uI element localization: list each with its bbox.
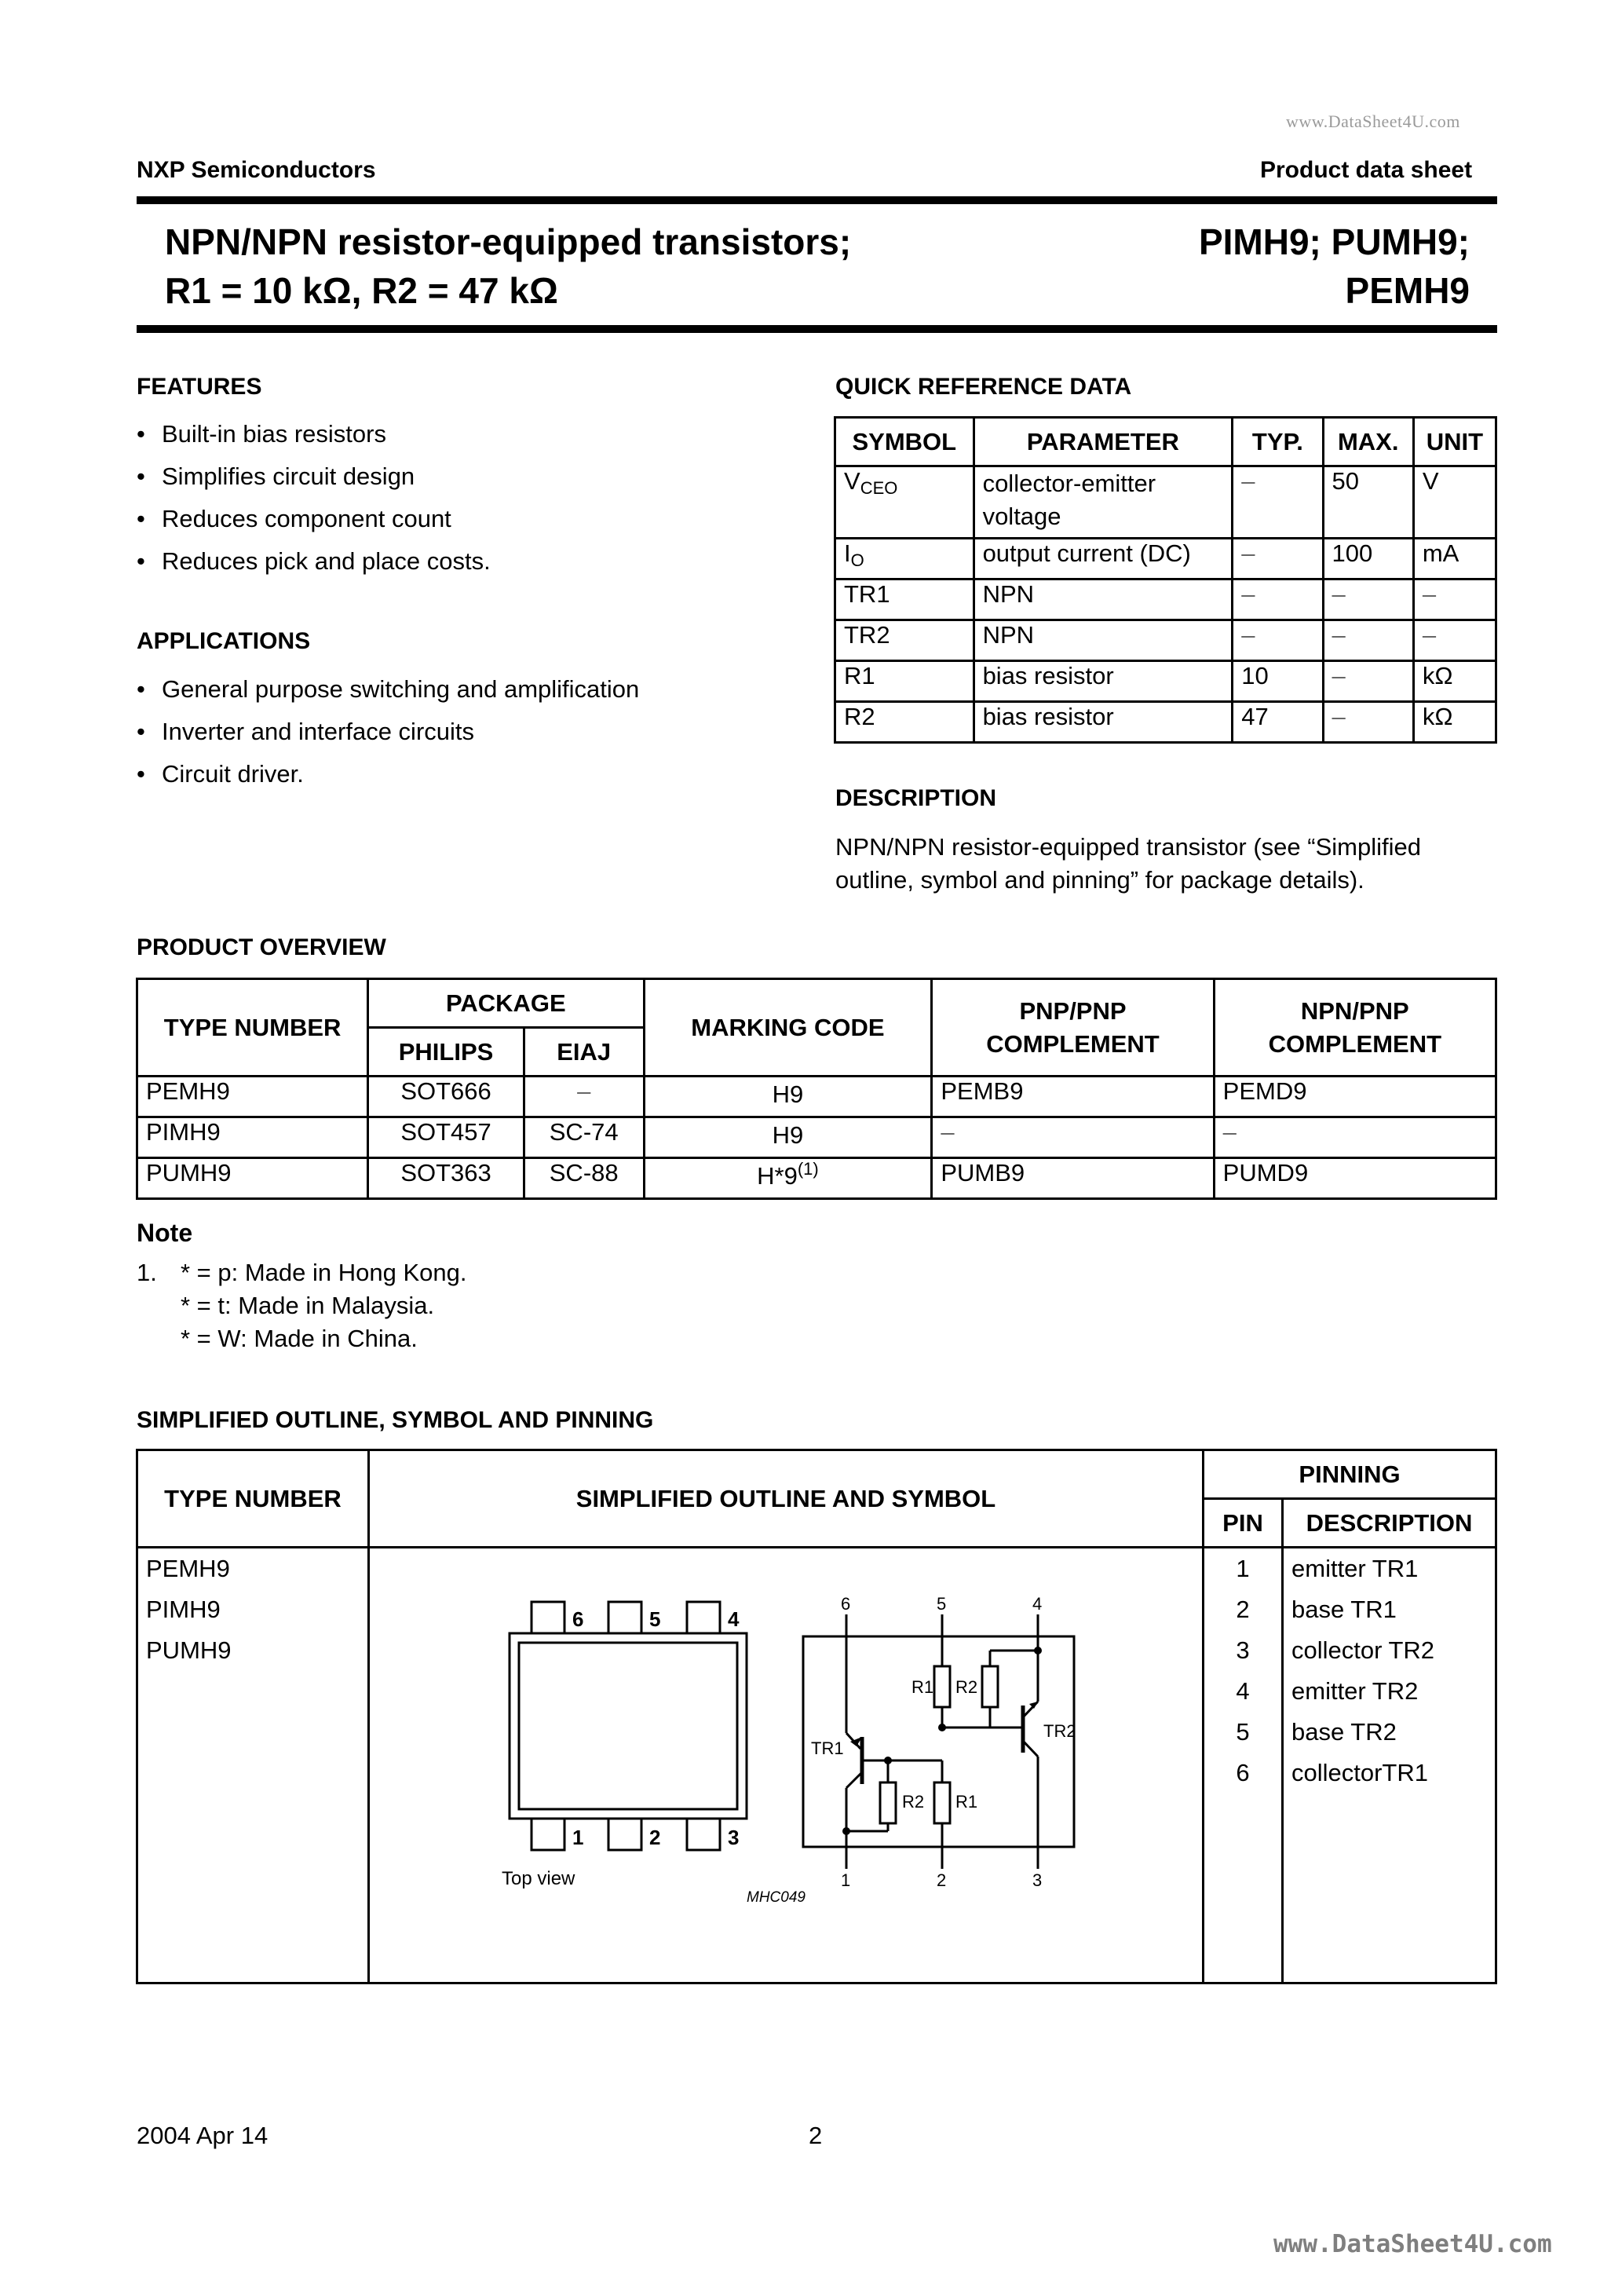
applications-heading: APPLICATIONS bbox=[137, 628, 311, 654]
note-number: 1. bbox=[137, 1259, 157, 1286]
pin-number: 6 bbox=[1236, 1759, 1250, 1786]
col-eiaj: EIAJ bbox=[524, 1028, 644, 1077]
col-parameter: PARAMETER bbox=[974, 418, 1233, 466]
footer-date: 2004 Apr 14 bbox=[137, 2122, 269, 2149]
table-row: TR1 NPN – – – bbox=[835, 579, 1496, 620]
pin-pad-1 bbox=[532, 1819, 564, 1850]
outline-figure-cell bbox=[369, 1548, 1204, 1983]
pin-pad-6 bbox=[532, 1602, 564, 1633]
title-line-1: NPN/NPN resistor-equipped transistors; bbox=[165, 221, 852, 262]
pkg-pin-label: 6 bbox=[572, 1607, 584, 1631]
col-marking-code: MARKING CODE bbox=[644, 979, 932, 1077]
features-list bbox=[137, 413, 491, 583]
col-unit: UNIT bbox=[1413, 418, 1496, 466]
watermark-top: www.DataSheet4U.com bbox=[1286, 112, 1460, 131]
title-line-2: R1 = 10 kΩ, R2 = 47 kΩ bbox=[165, 270, 558, 311]
pin-description: emitter TR1 bbox=[1291, 1555, 1419, 1582]
tr1-r2-resistor bbox=[880, 1782, 896, 1823]
table-row: R2 bias resistor 47 – kΩ bbox=[835, 702, 1496, 743]
table-row: PUMH9 SOT363 SC-88 H*9$^{(1)}$ PUMB9 PUMD9 bbox=[137, 1158, 1496, 1199]
pin-number: 4 bbox=[1236, 1677, 1250, 1705]
description-heading: DESCRIPTION bbox=[835, 785, 997, 811]
note-lines bbox=[181, 1256, 467, 1355]
sym-pin-label: 6 bbox=[841, 1594, 851, 1614]
label-tr2: TR2 bbox=[1043, 1721, 1076, 1741]
table-row: TR2 NPN – – – bbox=[835, 620, 1496, 661]
table-row: $V_{CEO}$ collector-emitter voltage – 50 V bbox=[835, 466, 1496, 539]
sym-pin-label: 1 bbox=[841, 1870, 851, 1890]
table-row: R1 bias resistor 10 – kΩ bbox=[835, 661, 1496, 702]
list-item: • Reduces component count bbox=[137, 498, 491, 540]
watermark-bottom: www.DataSheet4U.com bbox=[1273, 2230, 1552, 2258]
sym-pin-label: 2 bbox=[937, 1870, 947, 1890]
label-r1-bottom: R1 bbox=[955, 1792, 978, 1812]
list-item: • Inverter and interface circuits bbox=[137, 711, 639, 753]
col-pin: PIN bbox=[1204, 1499, 1283, 1548]
col-type-number: TYPE NUMBER bbox=[137, 979, 368, 1077]
pin-pad-2 bbox=[608, 1819, 641, 1850]
product-overview-heading: PRODUCT OVERVIEW bbox=[137, 934, 386, 960]
features-heading: FEATURES bbox=[137, 374, 262, 400]
list-item: • Built-in bias resistors bbox=[137, 413, 491, 455]
pin-description: collector TR2 bbox=[1291, 1636, 1435, 1664]
col-pinning: PINNING bbox=[1204, 1450, 1496, 1499]
tr2-arrow bbox=[1029, 1702, 1038, 1709]
pin-number: 2 bbox=[1236, 1596, 1250, 1623]
type-item: PEMH9 bbox=[146, 1555, 230, 1582]
type-item: PUMH9 bbox=[146, 1636, 232, 1664]
pkg-pin-label: 4 bbox=[728, 1607, 740, 1631]
pin-description: emitter TR2 bbox=[1291, 1677, 1419, 1705]
type-item: PIMH9 bbox=[146, 1596, 221, 1623]
col-symbol: SYMBOL bbox=[835, 418, 974, 466]
title-rule bbox=[137, 325, 1497, 333]
list-item: • Simplifies circuit design bbox=[137, 455, 491, 498]
col-description: DESCRIPTION bbox=[1283, 1499, 1496, 1548]
pkg-pin-label: 5 bbox=[649, 1607, 661, 1631]
col-type-number: TYPE NUMBER bbox=[137, 1450, 369, 1548]
top-view-label: Top view bbox=[502, 1868, 575, 1889]
pkg-pin-label: 1 bbox=[572, 1826, 584, 1849]
pin-pad-5 bbox=[608, 1602, 641, 1633]
pin-description: base TR1 bbox=[1291, 1596, 1397, 1623]
note-line: * = t: Made in Malaysia. bbox=[181, 1292, 435, 1319]
symbol-frame bbox=[803, 1636, 1074, 1847]
part-numbers-line-2: PEMH9 bbox=[1345, 270, 1470, 311]
col-npn-pnp-complement: NPN/PNP COMPLEMENT bbox=[1214, 979, 1496, 1077]
col-package: PACKAGE bbox=[368, 979, 644, 1028]
col-typ: TYP. bbox=[1233, 418, 1323, 466]
tr1-r1-resistor bbox=[934, 1782, 950, 1823]
note-heading: Note bbox=[137, 1219, 193, 1247]
description-text: NPN/NPN resistor-equipped transistor (see “Simplified outline, symbol and pinning” for package details). bbox=[835, 833, 1421, 894]
col-philips: PHILIPS bbox=[368, 1028, 524, 1077]
table-row: PEMH9 SOT666 – H9 PEMB9 PEMD9 bbox=[137, 1077, 1496, 1117]
note-line: * = p: Made in Hong Kong. bbox=[181, 1259, 467, 1286]
package-inner bbox=[519, 1643, 737, 1809]
pin-number: 3 bbox=[1236, 1636, 1250, 1664]
footer-page-number: 2 bbox=[809, 2122, 823, 2149]
company-name: NXP Semiconductors bbox=[137, 157, 376, 183]
list-item: • General purpose switching and amplification bbox=[137, 668, 639, 711]
quick-ref-heading: QUICK REFERENCE DATA bbox=[835, 374, 1132, 400]
label-r1-top: R1 bbox=[911, 1677, 934, 1697]
col-outline: SIMPLIFIED OUTLINE AND SYMBOL bbox=[369, 1450, 1204, 1548]
table-row: PIMH9 SOT457 SC-74 H9 – – bbox=[137, 1117, 1496, 1158]
quick-ref-table bbox=[834, 416, 1497, 744]
table-row: $I_O$ output current (DC) – 100 mA bbox=[835, 539, 1496, 579]
applications-list bbox=[137, 668, 639, 795]
pin-description: base TR2 bbox=[1291, 1718, 1397, 1746]
product-overview-table bbox=[136, 978, 1497, 1200]
label-tr1: TR1 bbox=[811, 1738, 844, 1758]
table-row bbox=[137, 1548, 1496, 1983]
sym-pin-label: 5 bbox=[937, 1594, 947, 1614]
part-numbers-line-1: PIMH9; PUMH9; bbox=[1198, 221, 1470, 262]
note-line: * = W: Made in China. bbox=[181, 1325, 418, 1352]
pinning-table bbox=[136, 1449, 1497, 1984]
pin-description: collectorTR1 bbox=[1291, 1759, 1428, 1786]
col-max: MAX. bbox=[1323, 418, 1413, 466]
tr2-r2-resistor bbox=[982, 1666, 998, 1707]
pin-pad-3 bbox=[687, 1819, 720, 1850]
col-pnp-complement: PNP/PNP COMPLEMENT bbox=[932, 979, 1214, 1077]
doc-type: Product data sheet bbox=[1260, 157, 1473, 183]
list-item: • Circuit driver. bbox=[137, 753, 639, 795]
label-r2-top: R2 bbox=[955, 1677, 978, 1697]
pkg-pin-label: 2 bbox=[649, 1826, 661, 1849]
pin-number: 5 bbox=[1236, 1718, 1250, 1746]
list-item: • Reduces pick and place costs. bbox=[137, 540, 491, 583]
label-r2-bottom: R2 bbox=[902, 1792, 925, 1812]
pin-number: 1 bbox=[1236, 1555, 1250, 1582]
sym-pin-label: 3 bbox=[1032, 1870, 1043, 1890]
pin-pad-4 bbox=[687, 1602, 720, 1633]
pkg-pin-label: 3 bbox=[728, 1826, 740, 1849]
outline-figure bbox=[370, 1548, 1186, 1982]
pinning-heading: SIMPLIFIED OUTLINE, SYMBOL AND PINNING bbox=[137, 1407, 654, 1433]
figure-code: MHC049 bbox=[747, 1889, 806, 1906]
header-rule bbox=[137, 196, 1497, 204]
package-body bbox=[510, 1633, 747, 1819]
tr2-r1-resistor bbox=[934, 1666, 950, 1707]
package-outline bbox=[510, 1602, 747, 1850]
sym-pin-label: 4 bbox=[1032, 1594, 1043, 1614]
